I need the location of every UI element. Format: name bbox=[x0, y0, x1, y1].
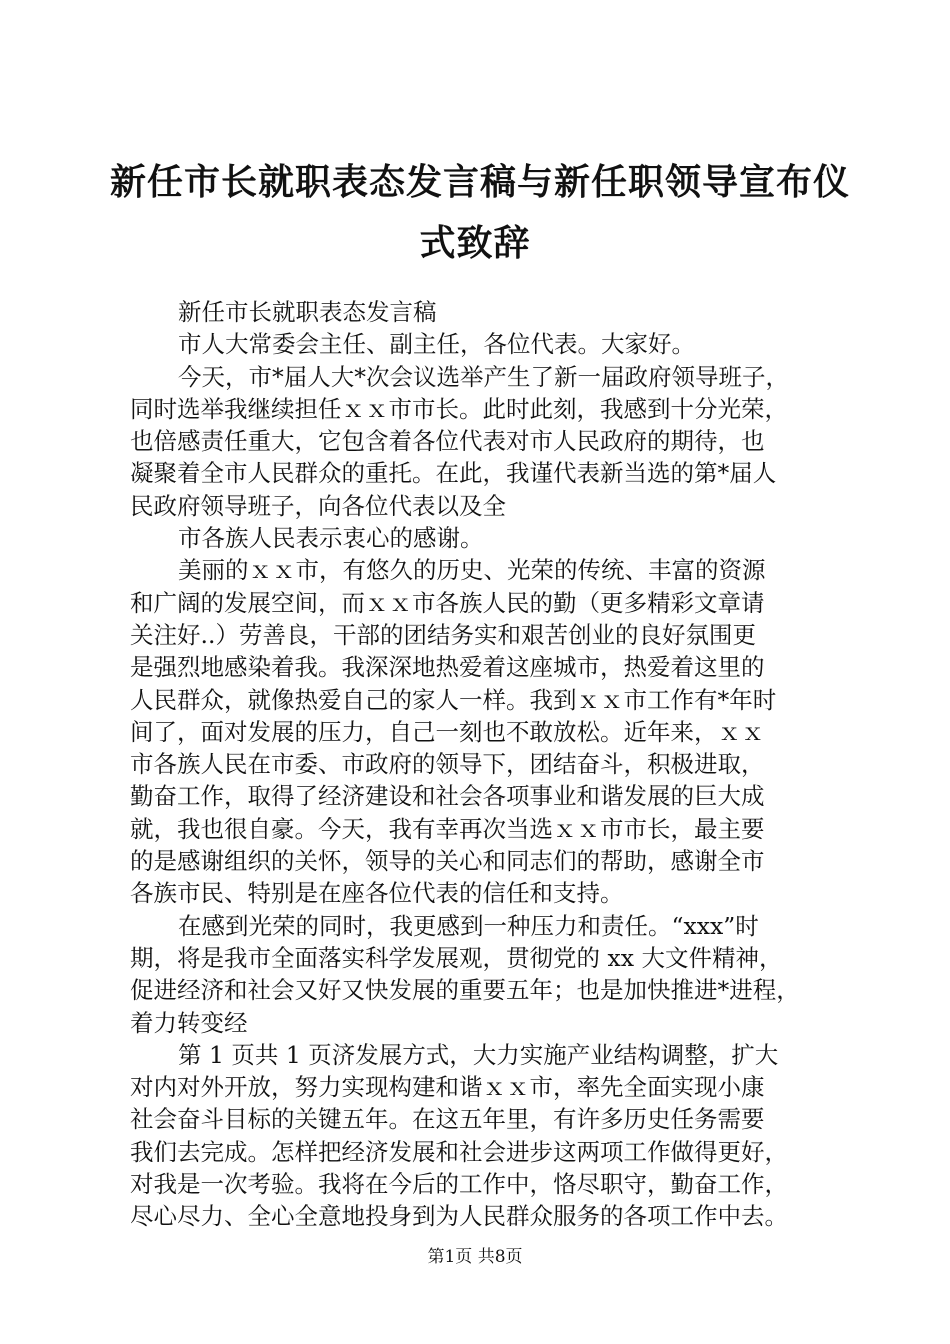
body-line: 今天，市*届人大*次会议选举产生了新一届政府领导班子， bbox=[178, 362, 789, 391]
body-line: 促进经济和社会又好又快发展的重要五年；也是加快推进*进程， bbox=[130, 976, 800, 1005]
body-line: 凝聚着全市人民群众的重托。在此，我谨代表新当选的第*届人 bbox=[130, 459, 777, 488]
body-line: 各族市民、特别是在座各位代表的信任和支持。 bbox=[130, 879, 624, 908]
body-line: 在感到光荣的同时，我更感到一种压力和责任。“xxx”时 bbox=[178, 911, 759, 940]
body-line: 人民群众，就像热爱自己的家人一样。我到ｘｘ市工作有*年时 bbox=[130, 685, 777, 714]
document-title-line-2: 式致辞 bbox=[419, 223, 531, 264]
body-line: 关注好..）劳善良，干部的团结务实和艰苦创业的良好氛围更 bbox=[130, 620, 756, 649]
body-line: 市各族人民在市委、市政府的领导下，团结奋斗，积极进取， bbox=[130, 750, 765, 779]
body-line: 市各族人民表示衷心的感谢。 bbox=[178, 524, 484, 553]
body-line: 同时选举我继续担任ｘｘ市市长。此时此刻，我感到十分光荣， bbox=[130, 394, 788, 423]
body-line: 尽心尽力、全心全意地投身到为人民群众服务的各项工作中去。 bbox=[130, 1202, 788, 1231]
body-line: 社会奋斗目标的关键五年。在这五年里，有许多历史任务需要 bbox=[130, 1105, 765, 1134]
body-line: 我们去完成。怎样把经济发展和社会进步这两项工作做得更好， bbox=[130, 1137, 788, 1166]
body-line: 的是感谢组织的关怀，领导的关心和同志们的帮助，感谢全市 bbox=[130, 847, 765, 876]
document-body bbox=[130, 296, 842, 1233]
body-line: 间了，面对发展的压力，自己一刻也不敢放松。近年来，ｘｘ bbox=[130, 717, 765, 746]
page-footer: 第1页 共8页 bbox=[427, 1247, 523, 1267]
body-line: 着力转变经 bbox=[130, 1008, 248, 1037]
body-line: 对我是一次考验。我将在今后的工作中，恪尽职守，勤奋工作， bbox=[130, 1170, 788, 1199]
body-line: 和广阔的发展空间，而ｘｘ市各族人民的勤（更多精彩文章请 bbox=[130, 588, 765, 617]
document-title-line-1: 新任市长就职表态发言稿与新任职领导宣布仪 bbox=[110, 162, 851, 203]
body-line: 对内对外开放，努力实现构建和谐ｘｘ市，率先全面实现小康 bbox=[130, 1073, 765, 1102]
body-line: 是强烈地感染着我。我深深地热爱着这座城市，热爱着这里的 bbox=[130, 653, 765, 682]
body-line: 也倍感责任重大，它包含着各位代表对市人民政府的期待，也 bbox=[130, 427, 765, 456]
body-line: 第 1 页共 1 页济发展方式，大力实施产业结构调整，扩大 bbox=[178, 1040, 779, 1069]
body-line: 美丽的ｘｘ市，有悠久的历史、光荣的传统、丰富的资源 bbox=[178, 556, 766, 585]
body-line: 就，我也很自豪。今天，我有幸再次当选ｘｘ市市长，最主要 bbox=[130, 814, 765, 843]
body-line: 期，将是我市全面落实科学发展观，贯彻党的 xx 大文件精神， bbox=[130, 943, 783, 972]
body-line: 勤奋工作，取得了经济建设和社会各项事业和谐发展的巨大成 bbox=[130, 782, 765, 811]
body-line: 新任市长就职表态发言稿 bbox=[178, 298, 437, 326]
body-line: 民政府领导班子，向各位代表以及全 bbox=[130, 491, 506, 520]
body-line: 市人大常委会主任、副主任，各位代表。大家好。 bbox=[178, 330, 695, 359]
